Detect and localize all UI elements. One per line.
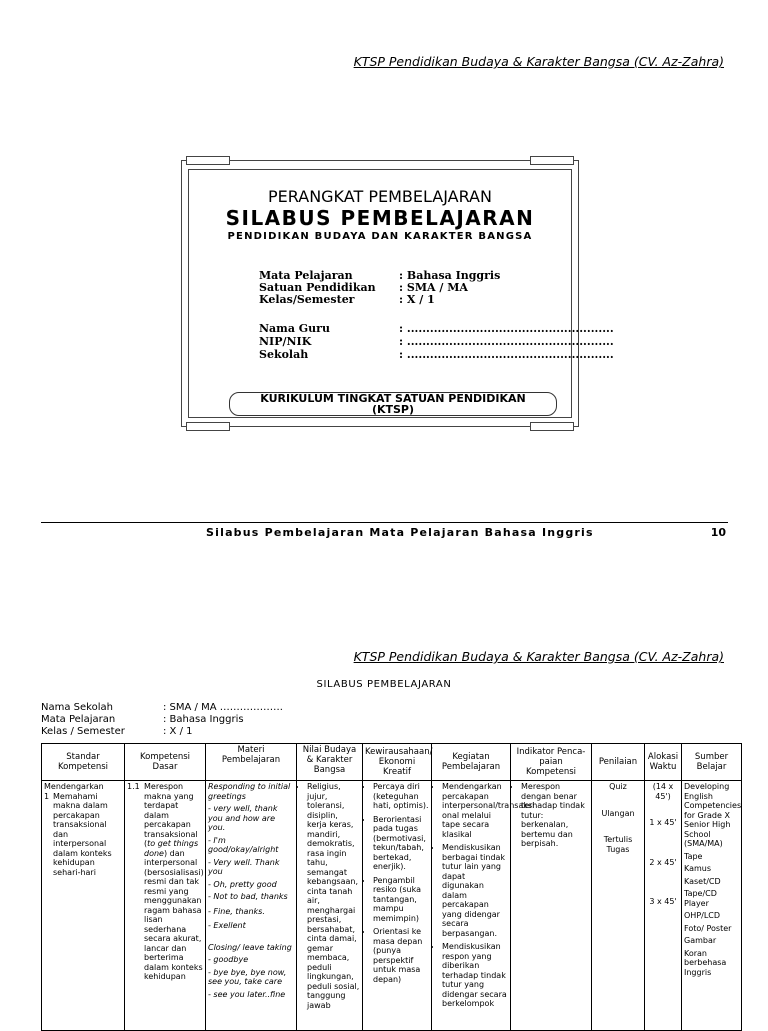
page-footer: Silabus Pembelajaran Mata Pelajaran Bahasa Inggris bbox=[206, 526, 594, 539]
indikator-item: • Merespon dengan benar terhadap tindak tutur: berkenalan, bertemu dan berpisah. bbox=[521, 782, 589, 849]
column-header: Kegiatan Pembelajaran bbox=[432, 744, 511, 781]
info-row bbox=[41, 702, 283, 713]
kegiatan-item: • Mendiskusikan berbagai tindak tutur lain yang dapat digunakan dalam percakapan yang didengar secara berpasangan. bbox=[442, 843, 508, 938]
sumber-item: Koran berbehasa Inggris bbox=[684, 948, 727, 977]
kewirausahaan-item: • Berorientasi pada tugas (bermotivasi, tekun/tabah, bertekad, enerjik). bbox=[373, 815, 429, 872]
info-label: Kelas / Semester bbox=[41, 726, 125, 737]
cell-nilai-budaya bbox=[297, 781, 363, 1031]
sumber-item: Kaset/CD bbox=[684, 876, 721, 886]
cover-frame bbox=[181, 160, 614, 427]
cover-title-silabus: SILABUS PEMBELAJARAN bbox=[225, 206, 535, 230]
cell-indikator bbox=[511, 781, 592, 1031]
materi-item: - Oh, pretty good bbox=[208, 879, 277, 889]
table-header-row bbox=[42, 744, 742, 781]
column-header: Materi Pembelajaran bbox=[206, 744, 297, 781]
table-row bbox=[42, 781, 742, 1031]
page-header: KTSP Pendidikan Budaya & Karakter Bangsa (CV. Az-Zahra) bbox=[353, 649, 724, 664]
materi-item: - bye bye, bye now, see you, take care bbox=[208, 967, 287, 986]
footer-rule bbox=[41, 522, 728, 523]
kd-text-part: Merespon makna yang terdapat dalam percakapan transaksional ( bbox=[144, 782, 198, 848]
penilaian-item: Ulangan bbox=[601, 808, 635, 818]
cover-field-label: Kelas/Semester bbox=[259, 293, 355, 306]
cover-field-label: Satuan Pendidikan bbox=[259, 281, 376, 294]
cover-field-label: Sekolah bbox=[259, 348, 309, 361]
info-value: : SMA / MA ………………. bbox=[163, 702, 283, 713]
info-value: : X / 1 bbox=[163, 726, 193, 737]
frame-corner-tab bbox=[530, 156, 574, 165]
sk-text: Memahami makna dalam percakapan transaksional dan interpersonal dalam konteks kehidupan sehari-hari bbox=[53, 791, 112, 877]
cell-materi bbox=[206, 781, 297, 1031]
column-header: Indikator Penca-paian Kompetensi bbox=[511, 744, 592, 781]
alokasi-item: (14 x 45') bbox=[652, 782, 674, 801]
cell-kewirausahaan bbox=[363, 781, 432, 1031]
page-number: 10 bbox=[710, 526, 726, 539]
cover-field-label: NIP/NIK bbox=[259, 335, 312, 348]
info-label: Mata Pelajaran bbox=[41, 714, 116, 725]
materi-item: - see you later..fine bbox=[208, 989, 286, 999]
info-row bbox=[41, 714, 244, 725]
silabus-title: SILABUS PEMBELAJARAN bbox=[316, 679, 452, 690]
kurikulum-line2: (KTSP) bbox=[371, 403, 415, 416]
materi-item: - Fine, thanks. bbox=[208, 906, 265, 916]
materi-heading: Responding to initial greetings bbox=[208, 782, 291, 801]
info-value: : Bahasa Inggris bbox=[163, 714, 244, 725]
kewirausahaan-item: • Percaya diri (keteguhan hati, optimis). bbox=[373, 782, 429, 811]
sumber-item: Tape bbox=[684, 851, 703, 861]
cell-alokasi bbox=[645, 781, 682, 1031]
sumber-item: OHP/LCD bbox=[684, 911, 721, 920]
cell-kegiatan bbox=[432, 781, 535, 1031]
cover-subtitle: PENDIDIKAN BUDAYA DAN KARAKTER BANGSA bbox=[227, 231, 533, 242]
kegiatan-item: • Mendengarkan percakapan interpersonal/transaksi onal melalui tape secara klasikal bbox=[442, 782, 508, 839]
alokasi-item: 1 x 45' bbox=[649, 818, 677, 827]
cell-standar-kompetensi bbox=[42, 781, 125, 1031]
column-header: Kompetensi Dasar bbox=[125, 744, 206, 781]
materi-item: - goodbye bbox=[208, 955, 249, 964]
column-header: Kewirausahaan/ Ekonomi Kreatif bbox=[363, 744, 432, 781]
cover-title-perangkat: PERANGKAT PEMBELAJARAN bbox=[268, 187, 492, 206]
nilai-text: • Religius, jujur, toleransi, disiplin, kerja keras, mandiri, demokratis, rasa ingin tahu, semangat kebangsaan, cinta tanah air, menghargai prestasi, bersahabat, cinta damai, gemar membaca, peduli lingkungan, peduli sosial, tanggung jawab bbox=[307, 782, 360, 1010]
penilaian-item: Tertulis bbox=[603, 835, 633, 844]
sumber-item: Gambar bbox=[684, 936, 717, 945]
kurikulum-banner bbox=[229, 392, 557, 416]
sk-number: 1 bbox=[44, 791, 50, 801]
cover-field-value: : Bahasa Inggris bbox=[399, 269, 501, 282]
materi-item: - Exellent bbox=[208, 921, 246, 930]
page-header: KTSP Pendidikan Budaya & Karakter Bangsa (CV. Az-Zahra) bbox=[353, 54, 724, 69]
kd-number: 1.1 bbox=[127, 782, 140, 791]
cover-field-value: : SMA / MA bbox=[399, 281, 468, 294]
cover-field-value: : ...................................................... bbox=[399, 348, 614, 361]
info-label: Nama Sekolah bbox=[41, 702, 113, 713]
cover-field-value: : X / 1 bbox=[399, 293, 435, 306]
sumber-item: Foto/ Poster bbox=[684, 923, 732, 933]
materi-heading: Closing/ leave taking bbox=[208, 942, 292, 952]
frame-corner-tab bbox=[530, 422, 574, 431]
column-header: Alokasi Waktu bbox=[645, 744, 682, 781]
column-header: Standar Kompetensi bbox=[42, 744, 125, 781]
cover-field-label: Nama Guru bbox=[259, 322, 330, 335]
column-header: Nilai Budaya & Karakter Bangsa bbox=[297, 744, 363, 781]
penilaian-item: Tugas bbox=[606, 844, 630, 854]
kd-text-italic: to get things done bbox=[144, 839, 199, 858]
kewirausahaan-item: • Orientasi ke masa depan (punya perspektif untuk masa depan) bbox=[373, 927, 429, 984]
materi-item: - Very well. Thank you bbox=[208, 857, 280, 876]
kd-text bbox=[144, 782, 204, 982]
cell-penilaian bbox=[592, 781, 645, 1031]
sumber-item: Developing English Competencies for Grade X Senior High School (SMA/MA) bbox=[684, 782, 742, 848]
sk-heading: Mendengarkan bbox=[44, 782, 104, 791]
silabus-table bbox=[41, 743, 742, 1031]
materi-item: - Not to bad, thanks bbox=[208, 892, 288, 901]
column-header: Sumber Belajar bbox=[682, 744, 742, 781]
kd-text-part: ) dan interpersonal (bersosialisasi) resmi dan tak resmi yang menggunakan ragam bahasa lisan sederhana secara akurat, lancar dan berterima dalam konteks kehidupan bbox=[144, 848, 204, 981]
frame-corner-tab bbox=[186, 422, 230, 431]
kurikulum-line1: KURIKULUM TINGKAT SATUAN PENDIDIKAN bbox=[260, 392, 526, 405]
column-header: Penilaian bbox=[592, 744, 645, 781]
penilaian-item: Quiz bbox=[609, 782, 627, 791]
alokasi-item: 3 x 45' bbox=[649, 897, 677, 906]
cover-field-label: Mata Pelajaran bbox=[259, 269, 353, 282]
cover-field-value: : ...................................................... bbox=[399, 335, 614, 348]
materi-item: - very well, thank you and how are you. bbox=[208, 804, 278, 832]
cell-kompetensi-dasar bbox=[125, 781, 206, 1031]
info-row bbox=[41, 726, 193, 737]
materi-item: - I'm good/okay/alright bbox=[208, 835, 279, 854]
alokasi-item: 2 x 45' bbox=[649, 857, 677, 867]
cover-field-value: : ...................................................... bbox=[399, 322, 614, 335]
kewirausahaan-item: • Pengambil resiko (suka tantangan, mampu memimpin) bbox=[373, 876, 429, 924]
cover-inner-frame bbox=[188, 169, 614, 418]
frame-corner-tab bbox=[186, 156, 230, 165]
sumber-item: Kamus bbox=[684, 864, 712, 873]
sumber-item: Tape/CD Player bbox=[684, 889, 717, 908]
cell-sumber bbox=[682, 781, 742, 1031]
kegiatan-item: • Mendiskusikan respon yang diberikan terhadap tindak tutur yang didengar secara berkelompok bbox=[442, 942, 508, 1009]
